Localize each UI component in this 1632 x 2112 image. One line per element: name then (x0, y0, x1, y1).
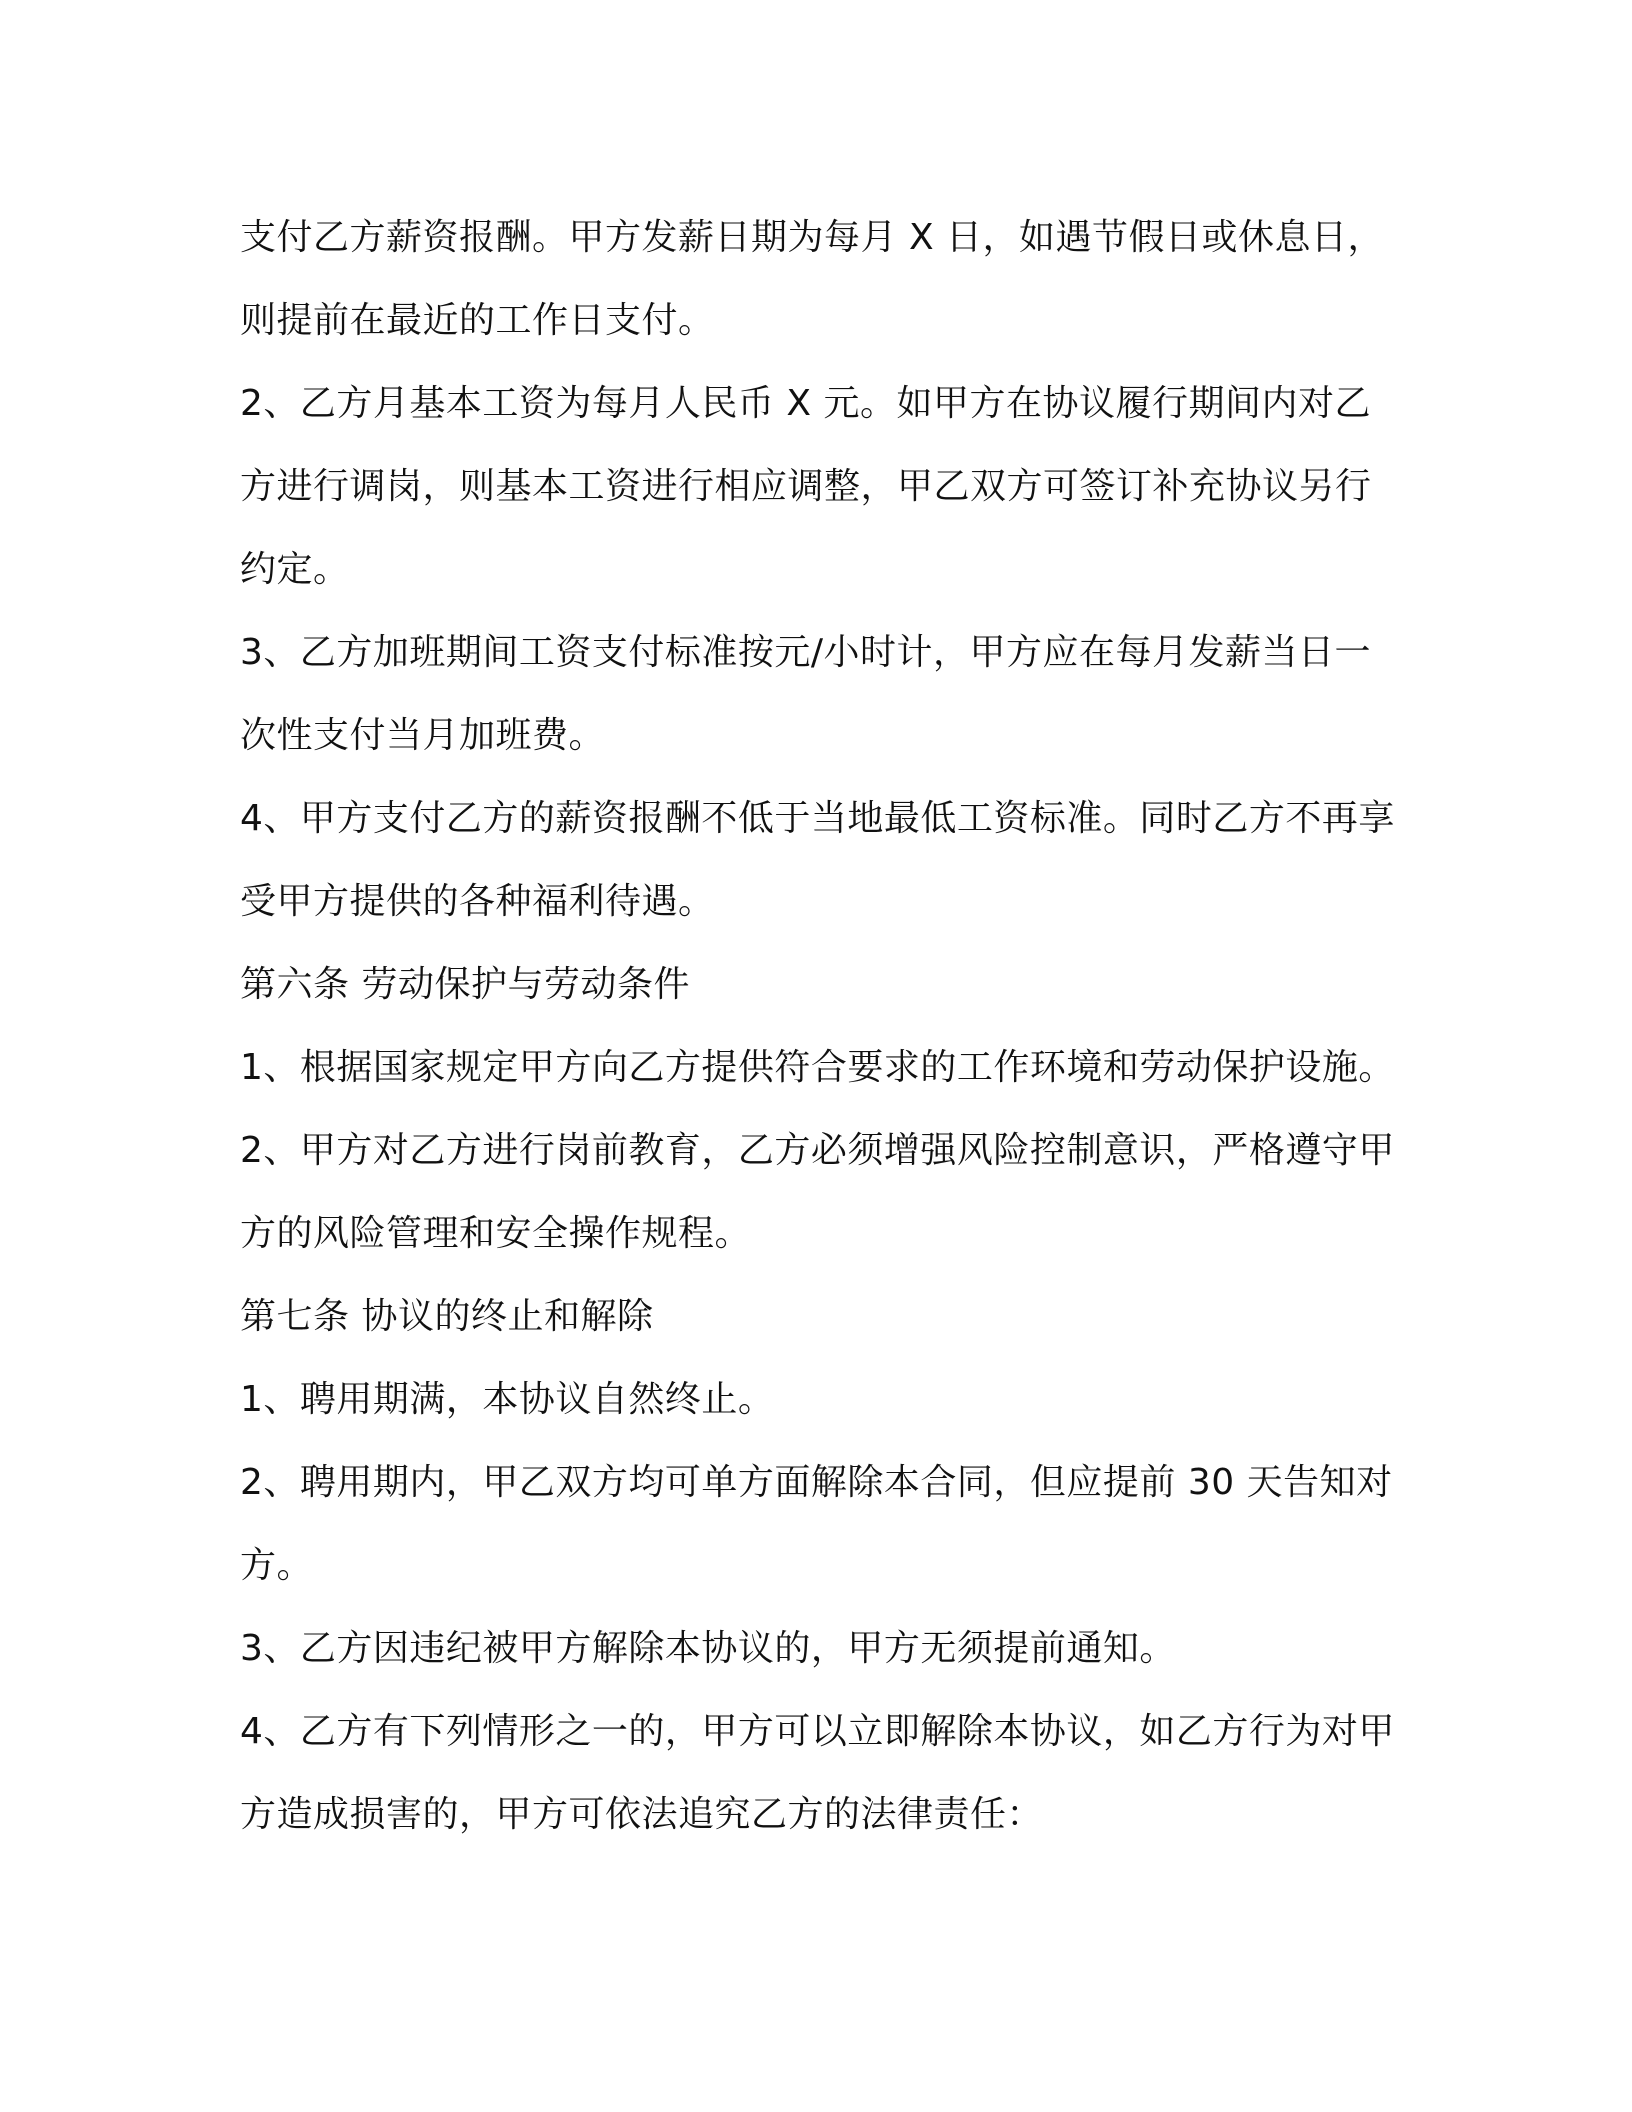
paragraph-immediate-termination: 4、乙方有下列情形之一的，甲方可以立即解除本协议，如乙方行为对甲方造成损害的，甲方可依法追究乙方的法律责任： (240, 1711, 1395, 1835)
paragraph-term-expiry: 1、聘用期满，本协议自然终止。 (240, 1379, 775, 1420)
section-heading-article-6: 第六条 劳动保护与劳动条件 (240, 964, 690, 1005)
paragraph-work-environment: 1、根据国家规定甲方向乙方提供符合要求的工作环境和劳动保护设施。 (240, 1047, 1395, 1088)
paragraph-unilateral-termination: 2、聘用期内，甲乙双方均可单方面解除本合同，但应提前 30 天告知对方。 (240, 1462, 1393, 1586)
document-body (240, 196, 1405, 1856)
paragraph-base-salary: 2、乙方月基本工资为每月人民币 X 元。如甲方在协议履行期间内对乙方进行调岗，则基本工资进行相应调整，甲乙双方可签订补充协议另行约定。 (240, 383, 1372, 590)
paragraph-salary-payment-date: 支付乙方薪资报酬。甲方发薪日期为每月 X 日，如遇节假日或休息日，则提前在最近的工作日支付。 (240, 217, 1385, 341)
paragraph-overtime-pay: 3、乙方加班期间工资支付标准按元/小时计，甲方应在每月发薪当日一次性支付当月加班费。 (240, 632, 1372, 756)
paragraph-pre-job-education: 2、甲方对乙方进行岗前教育，乙方必须增强风险控制意识，严格遵守甲方的风险管理和安全操作规程。 (240, 1130, 1395, 1254)
paragraph-minimum-wage: 4、甲方支付乙方的薪资报酬不低于当地最低工资标准。同时乙方不再享受甲方提供的各种福利待遇。 (240, 798, 1395, 922)
section-heading-article-7: 第七条 协议的终止和解除 (240, 1296, 654, 1337)
paragraph-disciplinary-termination: 3、乙方因违纪被甲方解除本协议的，甲方无须提前通知。 (240, 1628, 1176, 1669)
